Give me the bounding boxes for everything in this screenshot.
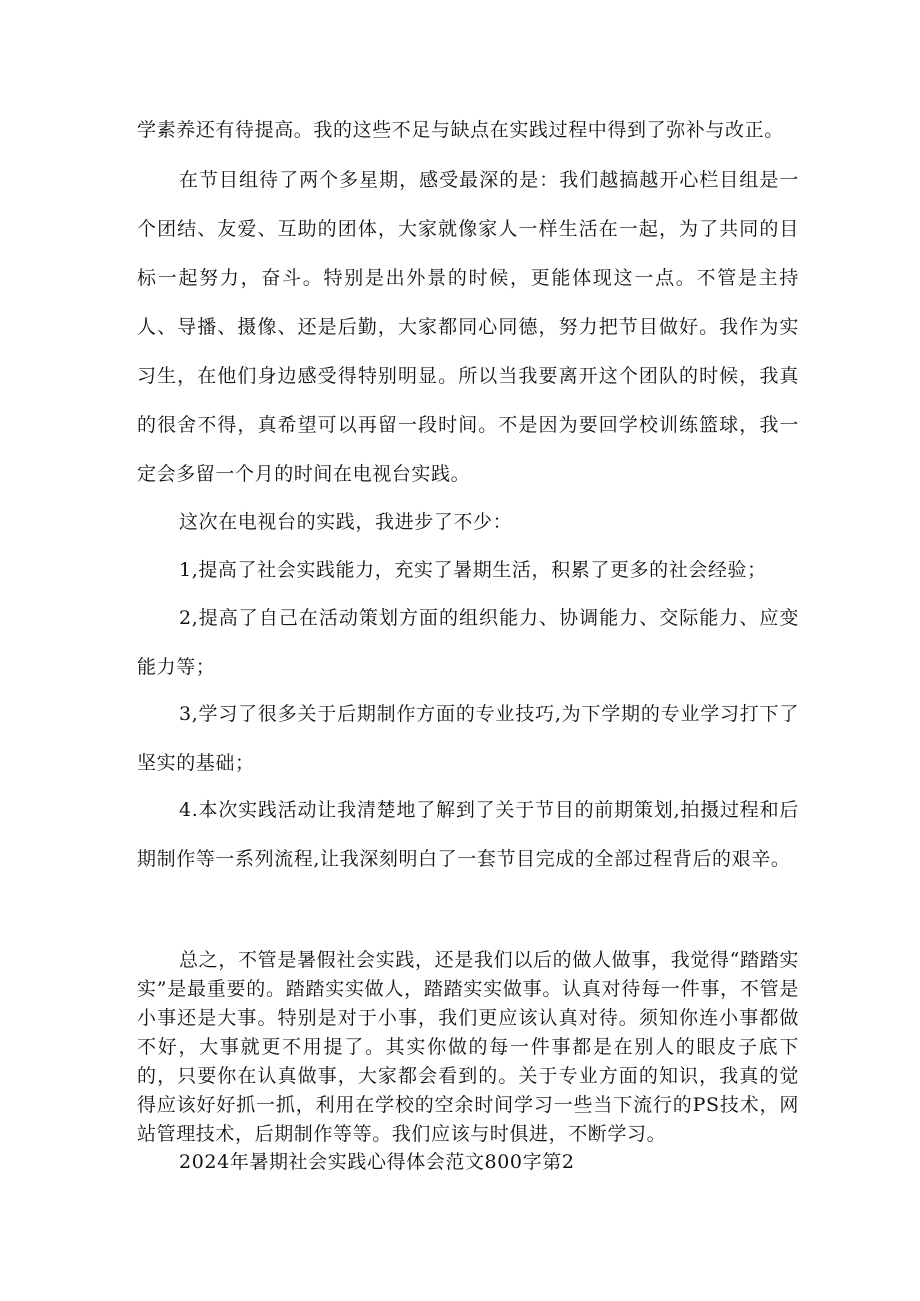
list-item-2: 2,提高了自己在活动策划方面的组织能力、协调能力、交际能力、应变能力等； (137, 607, 799, 678)
summary-paragraph: 总之，不管是暑假社会实践，还是我们以后的做人做事，我觉得“踏踏实实”是最重要的。踏踏实实做人，踏踏实实做事。认真对待每一件事，不管是小事还是大事。特别是对于小事，我们更应该认真对待。须知你连小事都做不好，大事就更不用提了。其实你做的每一件事都是在别人的眼皮子底下的，只要你在认真做事，大家都会看到的。关于专业方面的知识，我真的觉得应该好好抓一抓，利用在学校的空余时间学习一些当下流行的PS技术，网站管理技术，后期制作等等。我们应该与时俱进，不断学习。 (137, 949, 799, 1145)
list-item-4: 4.本次实践活动让我清楚地了解到了关于节目的前期策划,拍摄过程和后期制作等一系列流程,让我深刻明白了一套节目完成的全部过程背后的艰辛。 (137, 799, 799, 870)
list-item-3: 3,学习了很多关于后期制作方面的专业技巧,为下学期的专业学习打下了坚实的基础； (137, 703, 799, 774)
section-heading: 2024年暑期社会实践心得体会范文800字第2 (179, 1151, 575, 1173)
paragraph-1: 学素养还有待提高。我的这些不足与缺点在实践过程中得到了弥补与改正。 (137, 119, 784, 141)
list-item-1: 1,提高了社会实践能力，充实了暑期生活，积累了更多的社会经验； (179, 559, 767, 581)
paragraph-2: 在节目组待了两个多星期，感受最深的是：我们越搞越开心栏目组是一个团结、友爱、互助的团体，大家就像家人一样生活在一起，为了共同的目标一起努力，奋斗。特别是出外景的时候，更能体现这一点。不管是主持人、导播、摄像、还是后勤，大家都同心同德，努力把节目做好。我作为实习生，在他们身边感受得特别明显。所以当我要离开这个团队的时候，我真的很舍不得，真希望可以再留一段时间。不是因为要回学校训练篮球，我一定会多留一个月的时间在电视台实践。 (137, 169, 799, 485)
paragraph-3: 这次在电视台的实践，我进步了不少： (179, 511, 513, 533)
